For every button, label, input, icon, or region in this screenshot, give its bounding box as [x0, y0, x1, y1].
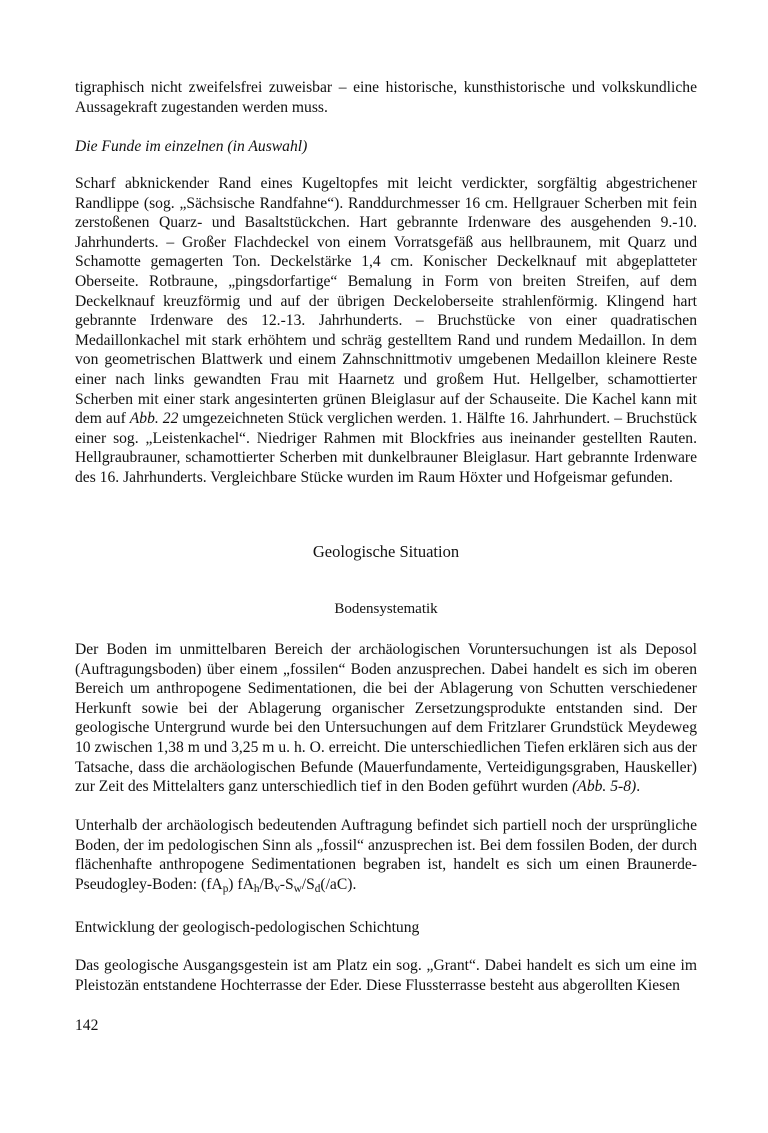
finds-paragraph — [75, 174, 697, 488]
figure-reference: Abb. 22 — [129, 410, 179, 428]
section-heading: Geologische Situation — [312, 542, 460, 561]
soil-formula-sub-d: d — [314, 882, 321, 895]
development-heading: Entwicklung der geologisch-pedologischen Schichtung — [75, 919, 420, 936]
soil-formula-sub-w: w — [293, 882, 302, 895]
soil-formula-part: /S — [301, 875, 315, 893]
page-number: 142 — [75, 1017, 99, 1034]
finds-heading: Die Funde im einzelnen (in Auswahl) — [75, 138, 308, 155]
soil-formula-part: /B — [259, 875, 275, 893]
soil-text-tail: . — [636, 778, 641, 796]
finds-text-main: Scharf abknickender Rand eines Kugeltopfes mit leicht verdickter, sorgfältig abgestrichener Randlippe (sog. „Sächsische Randfahne“). Randdurchmesser 16 cm. Hellgrauer Scherben mit fein zerstoßenen Quarz- und Basaltstückchen. Hart gebrannte Irdenware des ausgehenden 9.-10. Jahrhunderts. – Großer Flachdeckel von einem Vorratsgefäß aus hellbraunem, mit Quarz und Schamotte gemagerten Ton. Deckelstärke 1,4 cm. Konischer Deckelknauf mit abgeplatteter Oberseite. Rotbraune, „pingsdorfartige“ Bemalung in Form von breiten Streifen, auf dem Deckelknauf kreuzförmig und auf der übrigen Deckeloberseite strahlenförmig. Klingend hart gebrannte Irdenware des 12.-13. Jahrhunderts. – Bruchstücke von einer quadratischen Medaillonkachel mit stark erhöhtem und schräg gestelltem Rand und rundem Medaillon. In dem von geometrischen Blattwerk und einem Zahnschnittmotiv umgebenen Medaillon kleinere Reste einer nach links gewandten Frau mit Haarnetz und großem Hut. Hellgelber, schamottierter Scherben mit einer stark angesinterten grünen Bleiglasur auf der Schauseite. Die Kachel kann mit dem auf — [75, 175, 697, 428]
soil-formula-part: -S — [279, 875, 294, 893]
soil2-text-main: Unterhalb der archäologisch bedeutenden Auftragung befindet sich partiell noch der ursprüngliche Boden, der im pedologischen Sinn als „fossil“ anzusprechen ist. Bei dem fossilen Boden, der durch flächenhafte anthropogene Sedimentationen begraben ist, handelt es sich um einen Braunerde-Pseudogley-Boden: (fA — [75, 817, 697, 893]
soil-formula-sub-p: p — [222, 882, 229, 895]
subsection-heading: Bodensystematik — [334, 601, 438, 617]
intro-paragraph: tigraphisch nicht zweifelsfrei zuweisbar – eine historische, kunsthistorische und volkskundliche Aussagekraft zugestanden werden muss. — [75, 79, 697, 116]
soil-formula-sub-h: h — [253, 882, 260, 895]
finds-text-tail: umgezeichneten Stück verglichen werden. 1. Hälfte 16. Jahrhundert. – Bruchstück einer sog. „Leistenkachel“. Niedriger Rahmen mit Blockfries aus ineinander gestellten Rauten. Hellgraubrauner, schamottierter Scherben mit dunkelbrauner Bleiglasur. Hart gebrannte Irdenware des 16. Jahrhunderts. Vergleichbare Stücke wurden im Raum Höxter und Hofgeismar gefunden. — [75, 410, 698, 486]
soil-formula-sub-v: v — [274, 882, 280, 895]
soil-paragraph-1 — [75, 640, 697, 797]
soil-formula-part: ) fA — [228, 875, 254, 893]
development-paragraph: Das geologische Ausgangsgestein ist am Platz ein sog. „Grant“. Dabei handelt es sich um eine im Pleistozän entstandene Hochterrasse der Eder. Diese Flussterrasse besteht aus abgerollten Kiesen — [75, 957, 697, 994]
soil-text-main: Der Boden im unmittelbaren Bereich der archäologischen Voruntersuchungen ist als Deposol (Auftragungsboden) über einem „fossilen“ Boden anzusprechen. Dabei handelt es sich im oberen Bereich um anthropogene Sedimentationen, die bei der Ablagerung von Schutten verschiedener Herkunft sowie bei der Ablagerung organischer Zersetzungsprodukte entstanden sind. Der geologische Untergrund wurde bei den Untersuchungen auf dem Fritzlarer Grundstück Meydeweg 10 zwischen 1,38 m und 3,25 m u. h. O. erreicht. Die unterschiedlichen Tiefen erklären sich aus der Tatsache, dass die archäologischen Befunde (Mauerfundamente, Verteidigungsgraben, Hauskeller) zur Zeit des Mittelalters ganz unterschiedlich tief in den Boden geführt wurden — [75, 641, 697, 796]
figure-reference: (Abb. 5-8) — [572, 778, 637, 796]
soil-formula-end: (/aC). — [320, 875, 357, 893]
soil-paragraph-2 — [75, 816, 697, 894]
